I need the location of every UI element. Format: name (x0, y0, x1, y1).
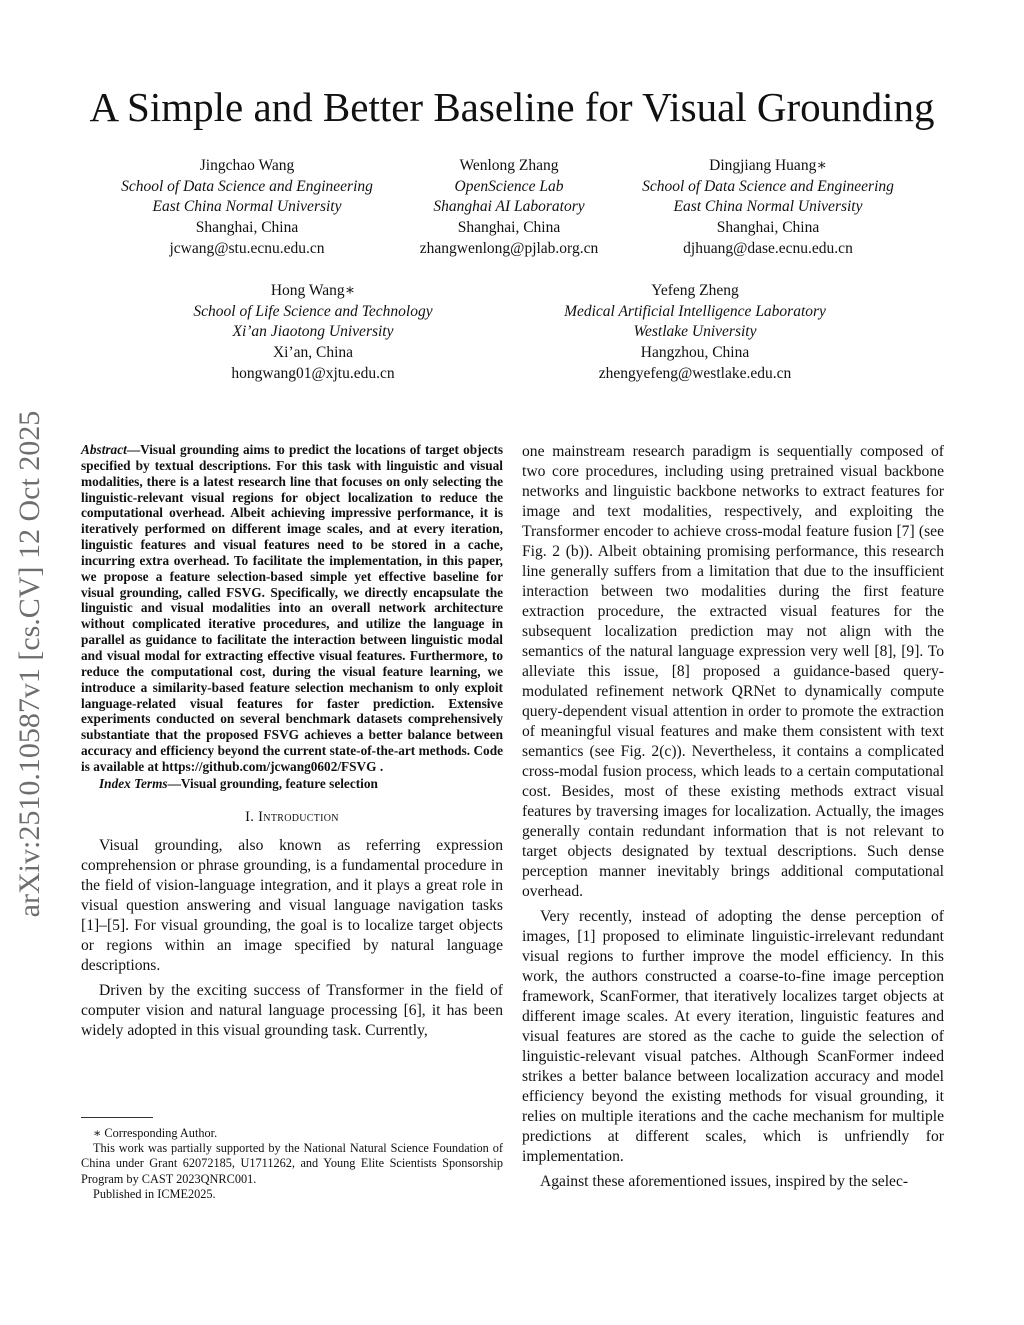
body-paragraph: Visual grounding, also known as referring expression comprehension or phrase grounding, is a fundamental procedure in the field of vision-language integration, and it plays a great role in visual question answering and visual language navigation tasks [1]–[5]. For visual grounding, the goal is to localize target objects or regions within an image specified by natural language descriptions. (81, 836, 503, 974)
section-title: Introduction (258, 808, 339, 825)
author-name: Hong Wang∗ (270, 282, 356, 299)
abstract-label: Abstract (81, 442, 127, 457)
index-terms (81, 776, 503, 792)
author-affiliation: School of Data Science and Engineering (121, 177, 373, 195)
author-city: Shanghai, China (457, 219, 561, 237)
author-block (163, 281, 463, 385)
author-city: Xi’an, China (272, 344, 354, 362)
author-city: Shanghai, China (716, 219, 820, 237)
author-city: Shanghai, China (195, 219, 299, 237)
arxiv-identifier: arXiv:2510.10587v1 [cs.CV] 12 Oct 2025 (13, 410, 46, 918)
author-institution: Westlake University (633, 323, 757, 341)
abstract-text: —Visual grounding aims to predict the locations of target objects specified by textual descriptions. For this task with linguistic and visual modalities, there is a latest research line that focuses on only selecting the linguistic-relevant visual regions for object localization to reduce the computational overhead. Albeit achieving impressive performance, it is iteratively performed on different image scales, and at every iteration, linguistic features and visual features need to be stored in a cache, incurring extra overhead. To facilitate the implementation, in this paper, we propose a feature selection-based simple yet effective baseline for visual grounding, called FSVG. Specifically, we directly encapsulate the linguistic and visual modalities into an overall network architecture without complicated iterative procedures, and utilize the language in parallel as guidance to facilitate the interaction between linguistic modal and visual modal for extracting effective visual features. Furthermore, to reduce the computational cost, during the visual feature learning, we introduce a similarity-based feature selection mechanism to only exploit language-related visual features for faster prediction. Extensive experiments conducted on several benchmark datasets comprehensively substantiate that the proposed FSVG achieves a better balance between accuracy and efficiency beyond the current state-of-the-art methods. Code is available at https://github.com/jcwang0602/FSVG . (81, 442, 503, 774)
abstract (81, 442, 503, 775)
author-email: djhuang@dase.ecnu.edu.cn (683, 239, 853, 257)
body-paragraph: Very recently, instead of adopting the dense perception of images, [1] proposed to eliminate linguistic-irrelevant redundant visual regions to further improve the model efficiency. In this work, the authors constructed a coarse-to-fine image perception framework, ScanFormer, that iteratively localizes target objects at different image scales. At every iteration, linguistic features and visual features are stored as the cache to guide the selection of linguistic-relevant visual patches. Although ScanFormer indeed strikes a better balance between localization accuracy and model efficiency beyond the existing methods for visual grounding, it relies on multiple iterations and the cache mechanism for multiple predictions at different scales, which is unfriendly for implementation. (522, 908, 944, 1165)
author-institution: Shanghai AI Laboratory (433, 198, 585, 216)
author-affiliation: OpenScience Lab (454, 177, 564, 195)
index-terms-text: —Visual grounding, feature selection (167, 775, 378, 791)
author-city: Hangzhou, China (640, 344, 750, 362)
author-block (529, 281, 861, 385)
section-number: I. (245, 808, 255, 825)
author-email: zhangwenlong@pjlab.org.cn (419, 239, 599, 257)
author-affiliation: School of Data Science and Engineering (642, 177, 894, 195)
author-block (383, 156, 635, 260)
body-paragraph: Against these aforementioned issues, inspired by the selec- (540, 1173, 909, 1190)
index-terms-label: Index Terms (99, 775, 168, 791)
author-block (81, 156, 413, 260)
author-email: jcwang@stu.ecnu.edu.cn (169, 239, 325, 257)
section-heading (81, 809, 503, 826)
author-institution: Xi’an Jiaotong University (232, 323, 394, 341)
footnote-corresponding: ∗ Corresponding Author. (93, 1126, 218, 1140)
author-email: hongwang01@xjtu.edu.cn (231, 364, 395, 382)
author-name: Yefeng Zheng (651, 282, 739, 299)
author-institution: East China Normal University (152, 198, 342, 216)
left-column (81, 442, 503, 1041)
author-name: Wenlong Zhang (459, 157, 559, 174)
author-block (602, 156, 934, 260)
author-name: Dingjiang Huang∗ (709, 157, 827, 174)
body-paragraph: Driven by the exciting success of Transformer in the field of computer vision and natural language processing [6], it has been widely adopted in this visual grounding task. Currently, (81, 981, 503, 1039)
author-email: zhengyefeng@westlake.edu.cn (598, 364, 792, 382)
author-affiliation: Medical Artificial Intelligence Laboratory (564, 302, 826, 320)
footnote-funding: This work was partially supported by the National Natural Science Foundation of China under Grant 62072185, U1711262, and Young Elite Scientists Sponsorship Program by CAST 2023QNRC001. (81, 1141, 503, 1186)
author-name: Jingchao Wang (199, 157, 295, 174)
footnotes (81, 1126, 503, 1202)
footnote-rule (81, 1117, 153, 1118)
paper-title: A Simple and Better Baseline for Visual Grounding (89, 84, 935, 130)
author-institution: East China Normal University (673, 198, 863, 216)
body-paragraph: one mainstream research paradigm is sequentially composed of two core procedures, including using pretrained visual backbone networks and linguistic backbone networks to extract features for image and text modalities, respectively, and exploiting the Transformer encoder to achieve cross-modal feature fusion [7] (see Fig. 2 (b)). Albeit obtaining promising performance, this research line generally suffers from a limitation that due to the insufficient interaction between two modalities during the first feature extraction procedure, the extracted visual features for the subsequent localization prediction may not align with the semantics of the natural language expression very well [8], [9]. To alleviate this issue, [8] proposed a guidance-based query-modulated refinement network QRNet to dynamically compute query-dependent visual attention in order to promote the extraction of meaningful visual features and make them consistent with text semantics (see Fig. 2(c)). Nevertheless, it contains a complicated cross-modal fusion process, which leads to a certain computational cost. Besides, most of these existing methods extract visual features by traversing images for localization. Actually, the images generally contain redundant information that is not relevant to target objects designated by textual descriptions. Such dense perception manner inevitably brings additional computational overhead. (522, 443, 944, 900)
right-column (522, 442, 944, 1192)
author-affiliation: School of Life Science and Technology (193, 302, 433, 320)
footnote-published: Published in ICME2025. (93, 1186, 216, 1201)
